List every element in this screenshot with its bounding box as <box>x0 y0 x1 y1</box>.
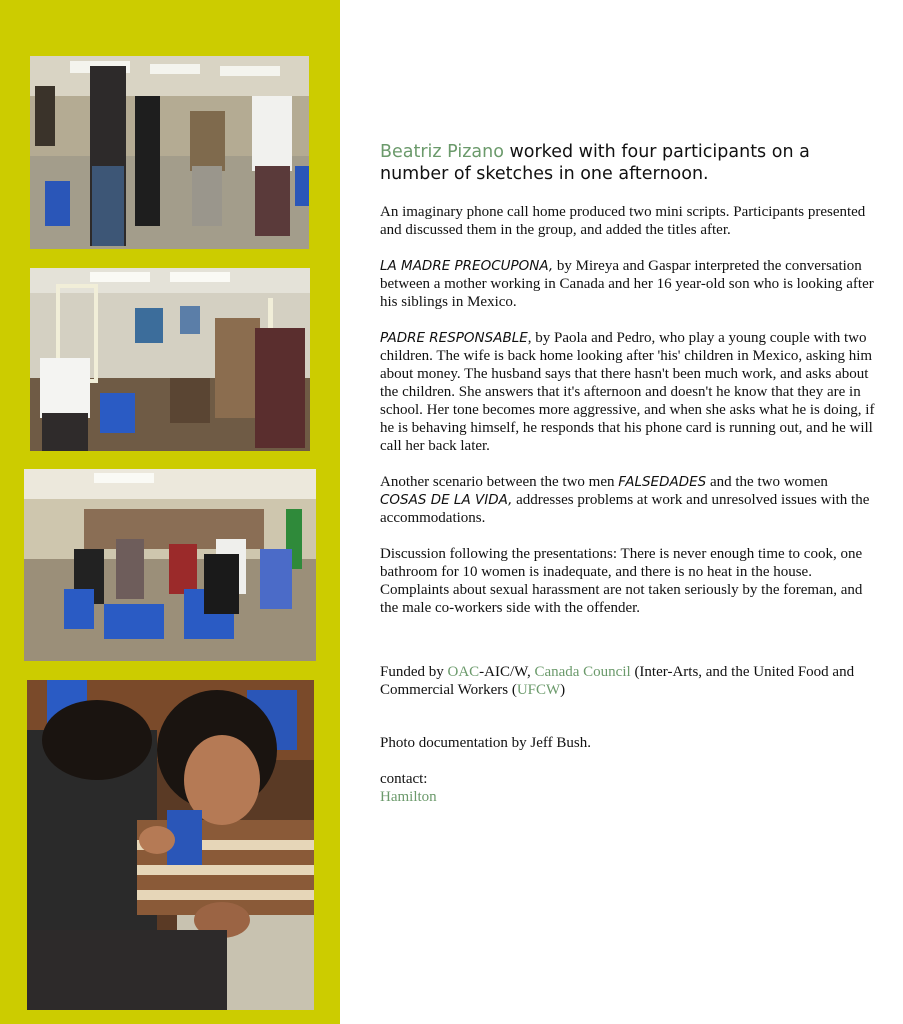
scenario-post: addresses problems at work and unresolved issues with the accommodations. <box>380 492 870 526</box>
contact-label: contact: <box>380 771 428 787</box>
funding-oac-suffix: -AIC/W, <box>479 664 535 680</box>
photo-phone-call-sketch-icon <box>30 268 310 451</box>
scenario-paragraph <box>380 473 875 527</box>
sketch2-paragraph <box>380 329 875 455</box>
photo-workshop-closeup-icon <box>27 680 314 1010</box>
funding-end: ) <box>560 682 566 698</box>
ufcw-link[interactable]: UFCW <box>516 682 561 698</box>
hamilton-contact-link[interactable]: Hamilton <box>380 789 437 805</box>
sketch1-title: LA MADRE PREOCUPONA, <box>380 258 554 274</box>
sketch1-paragraph <box>380 257 875 311</box>
oac-link[interactable]: OAC <box>447 664 480 680</box>
photo-group-seated-icon <box>24 469 316 661</box>
funding-prefix: Funded by <box>380 664 448 680</box>
sketch2-title: PADRE RESPONSABLE <box>380 330 528 346</box>
scenario-women-title: COSAS DE LA VIDA, <box>380 492 513 508</box>
photo-group-standing-icon <box>30 56 309 249</box>
scenario-pre: Another scenario between the two men <box>380 474 619 490</box>
article-content <box>380 141 875 806</box>
sketch2-text: , by Paola and Pedro, who play a young couple with two children. The wife is back home looking after 'his' children in Mexico, asking him about money. The husband says that there hasn't been much work, and asks about the children. She answers that it's afternoon and doesn't he know that they are in school. Her tone becomes more aggressive, and when she asks what he is doing, if he is behaving himself, he responds that his phone card is running out, and he will call her back later. <box>380 330 875 454</box>
headline <box>380 141 875 185</box>
scenario-mid: and the two women <box>706 474 828 490</box>
photo-credit: Photo documentation by Jeff Bush. <box>380 735 591 751</box>
scenario-men-title: FALSEDADES <box>618 474 707 490</box>
headline-text: worked with four participants on a number of sketches in one afternoon. <box>380 142 810 184</box>
contact-block <box>380 770 875 806</box>
funding-middle: (Inter-Arts, and the United Food and Commercial Workers ( <box>380 664 855 698</box>
funding-paragraph <box>380 663 875 699</box>
sketch1-text: by Mireya and Gaspar interpreted the conversation between a mother working in Canada and her 16 year-old son who is looking after his siblings in Mexico. <box>380 258 874 310</box>
photo-sidebar <box>0 0 340 1024</box>
discussion-paragraph: Discussion following the presentations: There is never enough time to cook, one bathroom for 10 women is inadequate, and there is no heat in the house. Complaints about sexual harassment are not taken seriously by the foreman, and the male co-workers side with the offender. <box>380 546 863 616</box>
intro-paragraph: An imaginary phone call home produced two mini scripts. Participants presented and discussed them in the group, and added the titles after. <box>380 204 866 238</box>
beatriz-pizano-link[interactable]: Beatriz Pizano <box>380 142 504 162</box>
canada-council-link[interactable]: Canada Council <box>534 664 631 680</box>
